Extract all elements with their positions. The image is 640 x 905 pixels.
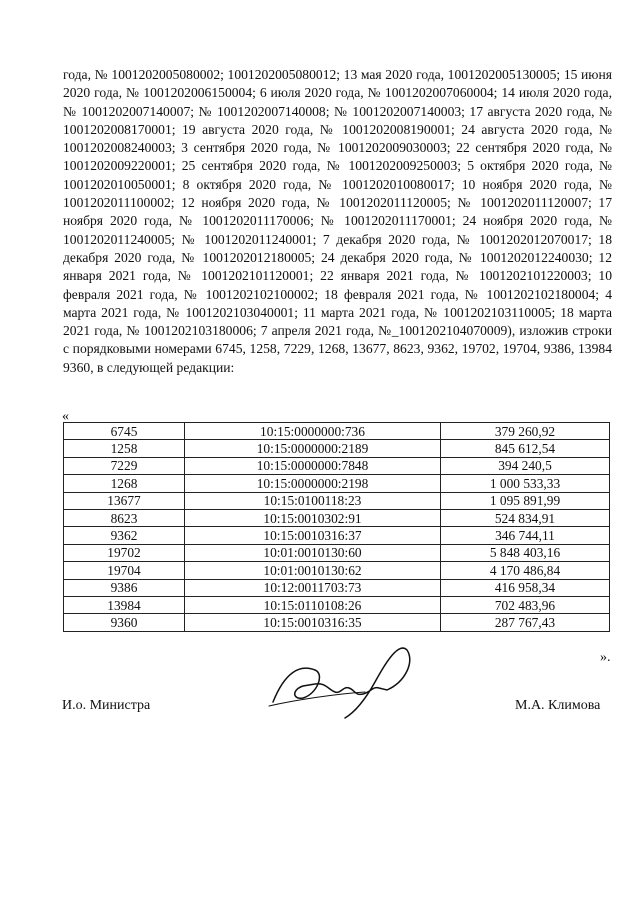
cadastral-number: 10:01:0010130:62 [185,562,441,579]
cadastral-number: 10:15:0000000:2189 [185,440,441,457]
cadastral-table [63,422,610,632]
row-number: 9360 [64,614,185,631]
cadastral-value: 845 612,54 [441,440,610,457]
table-row [64,544,610,561]
cadastral-number: 10:15:0000000:736 [185,423,441,440]
cadastral-value: 379 260,92 [441,423,610,440]
row-number: 9386 [64,579,185,596]
cadastral-value: 524 834,91 [441,509,610,526]
table-row [64,614,610,631]
body-paragraph: года, № 1001202005080002; 1001202005080012; 13 мая 2020 года, 1001202005130005; 15 июня 2020 года, № 1001202006150004; 6 июля 2020 года, № 1001202007060004; 14 июля 2020 года, № 1001202007140007; № 1001202007140008; № 1001202007140003; 17 августа 2020 года, № 1001202008170001; 19 августа 2020 года, № 1001202008190001; 24 августа 2020 года, № 1001202008240003; 3 сентября 2020 года, № 1001202009030003; 22 сентября 2020 года, № 1001202009220001; 25 сентября 2020 года, № 1001202009250003; 5 октября 2020 года, № 1001202010050001; 8 октября 2020 года, № 1001202010080017; 10 ноября 2020 года, № 1001202011100002; 12 ноября 2020 года, № 1001202011120005; № 1001202011120007; 17 ноября 2020 года, № 1001202011170006; № 1001202011170001; 24 ноября 2020 года, № 1001202011240005; № 1001202011240001; 7 декабря 2020 года, № 1001202012070017; 18 декабря 2020 года, № 1001202012180005; 24 декабря 2020 года, № 1001202012240030; 12 января 2021 года, № 1001202101120001; 22 января 2021 года, № 1001202101220003; 10 февраля 2021 года, № 1001202102100002; 18 февраля 2021 года, № 1001202102180004; 4 марта 2021 года, № 1001202103040001; 11 марта 2021 года, № 1001202103110005; 18 марта 2021 года, № 1001202103180006; 7 апреля 2021 года, №_1001202104070009), изложив строки с порядковыми номерами 6745, 1258, 7229, 1268, 13677, 8623, 9362, 19702, 19704, 9386, 13984 9360, в следующей редакции: [63,67,612,375]
cadastral-number: 10:15:0010302:91 [185,509,441,526]
cadastral-number: 10:12:0011703:73 [185,579,441,596]
opening-quote: « [62,409,69,424]
cadastral-value: 5 848 403,16 [441,544,610,561]
table-row [64,440,610,457]
row-number: 19702 [64,544,185,561]
table-row [64,509,610,526]
row-number: 13984 [64,596,185,613]
closing-quote: ». [600,650,611,665]
row-number: 1268 [64,475,185,492]
table-row [64,596,610,613]
cadastral-number: 10:15:0000000:7848 [185,457,441,474]
cadastral-value: 4 170 486,84 [441,562,610,579]
table-row [64,562,610,579]
row-number: 8623 [64,509,185,526]
table-row [64,475,610,492]
cadastral-value: 394 240,5 [441,457,610,474]
row-number: 7229 [64,457,185,474]
table-row [64,579,610,596]
signatory-title: И.о. Министра [62,698,151,713]
row-number: 6745 [64,423,185,440]
row-number: 13677 [64,492,185,509]
cadastral-number: 10:15:0010316:37 [185,527,441,544]
handwritten-signature [255,642,425,722]
table-row [64,527,610,544]
row-number: 19704 [64,562,185,579]
cadastral-number: 10:15:0010316:35 [185,614,441,631]
row-number: 1258 [64,440,185,457]
table-row [64,423,610,440]
cadastral-value: 287 767,43 [441,614,610,631]
cadastral-value: 346 744,11 [441,527,610,544]
table-row [64,492,610,509]
cadastral-number: 10:15:0100118:23 [185,492,441,509]
cadastral-value: 1 000 533,33 [441,475,610,492]
cadastral-value: 416 958,34 [441,579,610,596]
signatory-name: М.А. Климова [515,698,601,713]
table-row [64,457,610,474]
cadastral-value: 1 095 891,99 [441,492,610,509]
row-number: 9362 [64,527,185,544]
cadastral-number: 10:15:0110108:26 [185,596,441,613]
cadastral-number: 10:15:0000000:2198 [185,475,441,492]
cadastral-number: 10:01:0010130:60 [185,544,441,561]
cadastral-value: 702 483,96 [441,596,610,613]
